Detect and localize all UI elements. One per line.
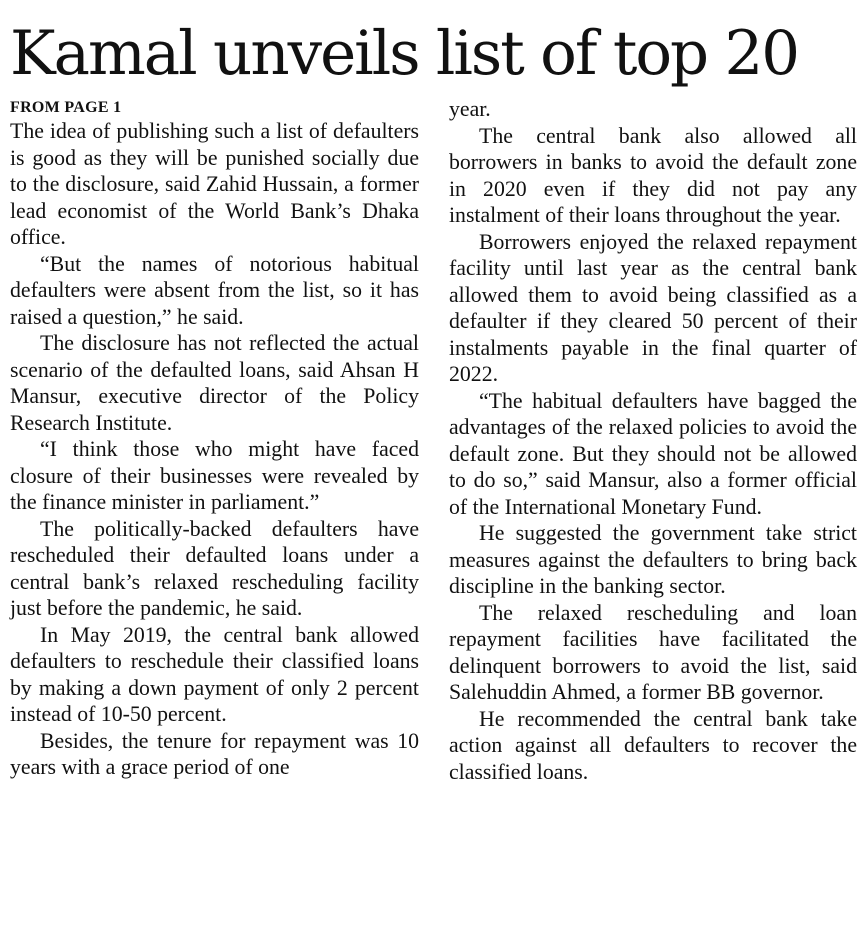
paragraph: The central bank also allowed all borrowers in banks to avoid the default zone in 2020 even if they did not pay any instalment of their loans throughout the year. [449,123,857,227]
headline: Kamal unveils list of top 20 [10,18,799,89]
paragraph: year. [449,97,491,121]
paragraph: The disclosure has not reflected the actual scenario of the defaulted loans, said Ahsan H Mansur, executive director of the Policy Research Institute. [10,331,419,435]
paragraph: Besides, the tenure for repayment was 10 years with a grace period of one [10,728,419,779]
paragraph: The politically-backed defaulters have rescheduled their defaulted loans under a central bank’s relaxed rescheduling facility just before the pandemic, he said. [10,516,419,620]
paragraph: “The habitual defaulters have bagged the advantages of the relaxed policies to avoid the default zone. But they should not be allowed to do so,” said Mansur, also a former official of the International Monetary Fund. [449,388,857,519]
paragraph: He recommended the central bank take action against all defaulters to recover the classified loans. [449,706,857,784]
paragraph: He suggested the government take strict measures against the defaulters to bring back discipline in the banking sector. [449,521,857,598]
article-column-left [10,118,419,781]
paragraph: The relaxed rescheduling and loan repayment facilities have facilitated the delinquent borrowers to avoid the list, said Salehuddin Ahmed, a former BB governor. [449,600,857,704]
article-column-right [449,96,857,785]
paragraph: Borrowers enjoyed the relaxed repayment facility until last year as the central bank allowed them to avoid being classified as a defaulter if they cleared 50 percent of their instalments payable in the final quarter of 2022. [449,229,857,386]
paragraph: The idea of publishing such a list of defaulters is good as they will be punished socially due to the disclosure, said Zahid Hussain, a former lead economist of the World Bank’s Dhaka office. [10,119,419,249]
paragraph: In May 2019, the central bank allowed defaulters to reschedule their classified loans by making a down payment of only 2 percent instead of 10-50 percent. [10,622,419,726]
paragraph: “I think those who might have faced closure of their businesses were revealed by the finance minister in parliament.” [10,437,419,514]
continuation-kicker: FROM PAGE 1 [10,99,122,116]
paragraph: “But the names of notorious habitual defaulters were absent from the list, so it has raised a question,” he said. [10,251,419,329]
